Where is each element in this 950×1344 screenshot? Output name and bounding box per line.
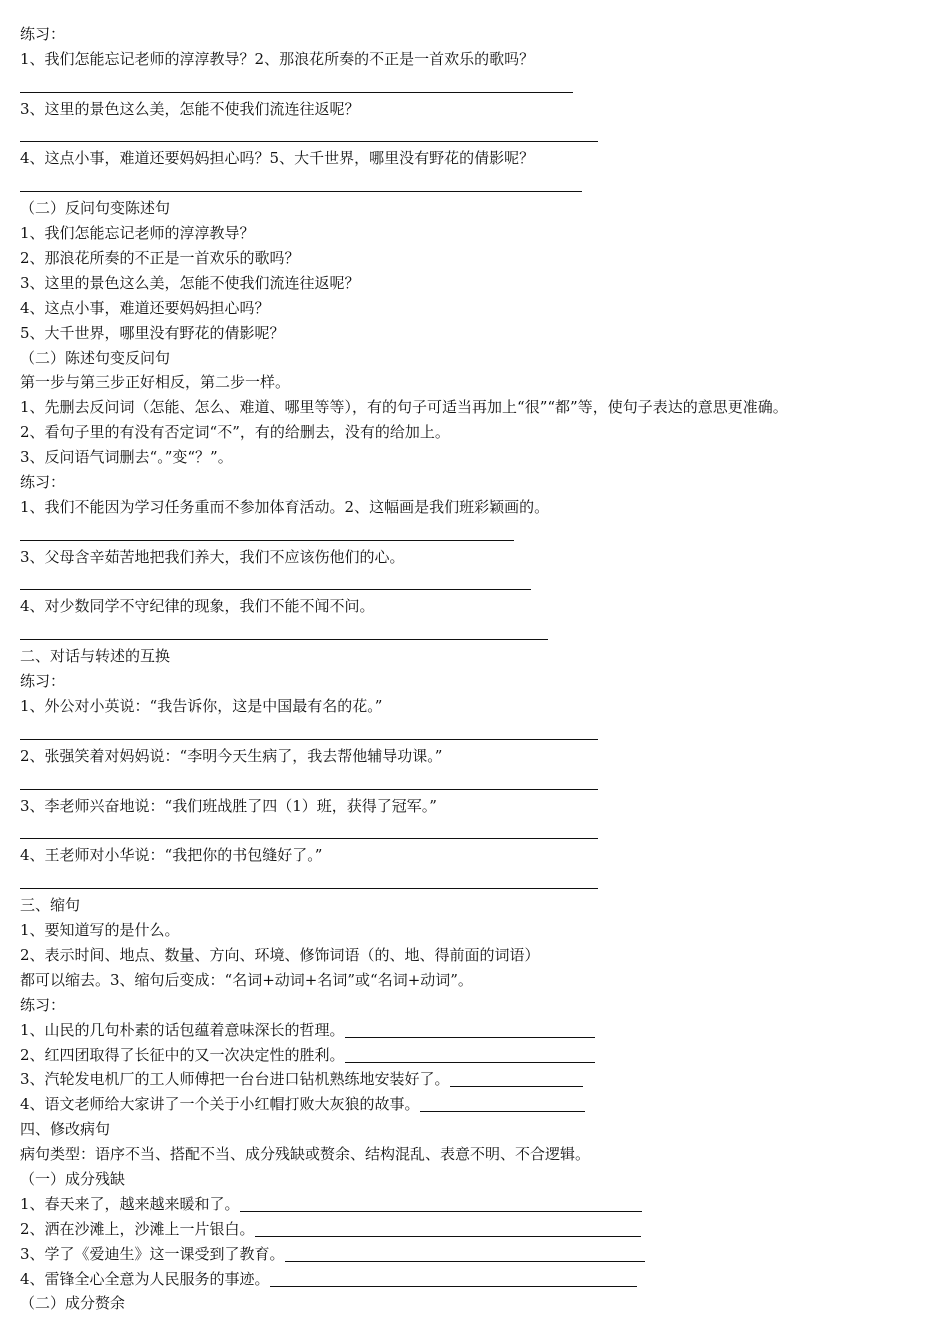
text-line xyxy=(20,47,930,72)
line-text: 1、我们怎能忘记老师的淳淳教导？ xyxy=(20,224,255,243)
answer-underline[interactable] xyxy=(270,1270,637,1287)
answer-line[interactable] xyxy=(20,570,930,595)
text-line xyxy=(20,221,930,246)
line-text: 1、外公对小英说：“我告诉你，这是中国最有名的花。” xyxy=(20,697,383,716)
text-line xyxy=(20,370,930,395)
line-text: 3、李老师兴奋地说：“我们班战胜了四（1）班，获得了冠军。” xyxy=(20,796,437,815)
line-text: 三、缩句 xyxy=(20,896,81,915)
answer-line[interactable] xyxy=(20,619,930,644)
text-line xyxy=(20,470,930,495)
answer-underline[interactable] xyxy=(240,1195,642,1212)
line-text: 4、这点小事，难道还要妈妈担心吗？ xyxy=(20,298,270,317)
answer-underline xyxy=(20,589,531,590)
answer-underline xyxy=(20,789,598,790)
answer-line[interactable] xyxy=(20,72,930,97)
text-line xyxy=(20,1291,930,1316)
text-line xyxy=(20,843,930,868)
answer-line[interactable] xyxy=(20,769,930,794)
line-text: 2、那浪花所奏的不正是一首欢乐的歌吗？ xyxy=(20,249,300,268)
line-text: 3、父母含辛茹苦地把我们养大，我们不应该伤他们的心。 xyxy=(20,547,405,566)
text-line xyxy=(20,1192,930,1217)
text-line xyxy=(20,1043,930,1068)
line-text: 2、看句子里的有没有否定词“不”，有的给删去，没有的给加上。 xyxy=(20,423,450,442)
text-line xyxy=(20,644,930,669)
line-text: 2、张强笑着对妈妈说：“李明今天生病了，我去帮他辅导功课。” xyxy=(20,746,443,765)
line-text: 第一步与第三步正好相反，第二步一样。 xyxy=(20,373,291,392)
line-text: 4、王老师对小华说：“我把你的书包缝好了。” xyxy=(20,846,323,865)
text-line xyxy=(20,1092,930,1117)
line-text: （二）成分赘余 xyxy=(20,1294,126,1313)
text-line xyxy=(20,1142,930,1167)
line-text: （二）陈述句变反问句 xyxy=(20,348,171,367)
line-text: 3、这里的景色这么美，怎能不使我们流连往返呢？ xyxy=(20,99,360,118)
text-line xyxy=(20,794,930,819)
text-line xyxy=(20,545,930,570)
text-line xyxy=(20,1242,930,1267)
line-text: 1、要知道写的是什么。 xyxy=(20,921,180,940)
answer-underline xyxy=(20,888,598,889)
text-line xyxy=(20,246,930,271)
answer-underline[interactable] xyxy=(345,1046,595,1063)
text-line xyxy=(20,669,930,694)
text-line xyxy=(20,1217,930,1242)
text-line xyxy=(20,420,930,445)
line-text: 都可以缩去。3、缩句后变成：“名词+动词+名词”或“名词+动词”。 xyxy=(20,970,473,989)
worksheet-document xyxy=(20,22,930,1316)
answer-underline[interactable] xyxy=(450,1070,583,1087)
answer-line[interactable] xyxy=(20,122,930,147)
text-line xyxy=(20,968,930,993)
line-text: 练习： xyxy=(20,473,66,492)
text-line xyxy=(20,594,930,619)
text-line xyxy=(20,1018,930,1043)
line-text: 练习： xyxy=(20,672,66,691)
text-line xyxy=(20,495,930,520)
answer-underline xyxy=(20,639,548,640)
line-text: 4、雷锋全心全意为人民服务的事迹。 xyxy=(20,1269,270,1288)
text-line xyxy=(20,1267,930,1292)
text-line xyxy=(20,943,930,968)
answer-line[interactable] xyxy=(20,819,930,844)
line-text: 4、语文老师给大家讲了一个关于小红帽打败大灰狼的故事。 xyxy=(20,1095,420,1114)
text-line xyxy=(20,196,930,221)
answer-underline xyxy=(20,191,582,192)
answer-line[interactable] xyxy=(20,719,930,744)
text-line xyxy=(20,395,930,420)
text-line xyxy=(20,296,930,321)
line-text: 练习： xyxy=(20,995,66,1014)
text-line xyxy=(20,1067,930,1092)
text-line xyxy=(20,1167,930,1192)
text-line xyxy=(20,321,930,346)
answer-underline xyxy=(20,540,514,541)
answer-underline xyxy=(20,838,598,839)
text-line xyxy=(20,271,930,296)
line-text: （一）成分残缺 xyxy=(20,1169,126,1188)
answer-line[interactable] xyxy=(20,520,930,545)
line-text: 四、修改病句 xyxy=(20,1120,111,1139)
line-text: 4、这点小事，难道还要妈妈担心吗？5、大千世界，哪里没有野花的倩影呢？ xyxy=(20,149,535,168)
line-text: 4、对少数同学不守纪律的现象，我们不能不闻不问。 xyxy=(20,597,375,616)
line-text: 2、表示时间、地点、数量、方向、环境、修饰词语（的、地、得前面的词语） xyxy=(20,945,540,964)
answer-underline xyxy=(20,92,573,93)
text-line xyxy=(20,22,930,47)
text-line xyxy=(20,918,930,943)
line-text: 3、反问语气词删去“。”变“？”。 xyxy=(20,448,233,467)
line-text: 3、学了《爱迪生》这一课受到了教育。 xyxy=(20,1244,285,1263)
line-text: 二、对话与转述的互换 xyxy=(20,647,171,666)
answer-underline xyxy=(20,739,598,740)
text-line xyxy=(20,893,930,918)
line-text: 1、先删去反问词（怎能、怎么、难道、哪里等等），有的句子可适当再加上“很”“都”等，使句子表达的意思更准确。 xyxy=(20,398,788,417)
line-text: 练习： xyxy=(20,25,66,43)
answer-line[interactable] xyxy=(20,868,930,893)
text-line xyxy=(20,1117,930,1142)
line-text: 1、我们不能因为学习任务重而不参加体育活动。2、这幅画是我们班彩颖画的。 xyxy=(20,497,550,516)
answer-underline[interactable] xyxy=(345,1021,595,1038)
line-text: 3、汽轮发电机厂的工人师傅把一台台进口钻机熟练地安装好了。 xyxy=(20,1070,450,1089)
answer-underline[interactable] xyxy=(420,1095,585,1112)
text-line xyxy=(20,694,930,719)
text-line xyxy=(20,97,930,122)
text-line xyxy=(20,744,930,769)
line-text: 3、这里的景色这么美，怎能不使我们流连往返呢？ xyxy=(20,273,360,292)
text-line xyxy=(20,993,930,1018)
answer-underline[interactable] xyxy=(285,1245,645,1262)
text-line xyxy=(20,445,930,470)
line-text: 1、春天来了，越来越来暖和了。 xyxy=(20,1194,240,1213)
line-text: 1、我们怎能忘记老师的淳淳教导？2、那浪花所奏的不正是一首欢乐的歌吗？ xyxy=(20,49,535,68)
text-line xyxy=(20,346,930,371)
answer-underline xyxy=(20,141,598,142)
line-text: 2、洒在沙滩上，沙滩上一片银白。 xyxy=(20,1219,255,1238)
line-text: 1、山民的几句朴素的话包蕴着意味深长的哲理。 xyxy=(20,1020,345,1039)
answer-line[interactable] xyxy=(20,171,930,196)
answer-underline[interactable] xyxy=(255,1220,641,1237)
line-text: （二）反问句变陈述句 xyxy=(20,199,171,218)
text-line xyxy=(20,146,930,171)
line-text: 病句类型：语序不当、搭配不当、成分残缺或赘余、结构混乱、表意不明、不合逻辑。 xyxy=(20,1145,591,1164)
line-text: 5、大千世界，哪里没有野花的倩影呢？ xyxy=(20,323,285,342)
line-text: 2、红四团取得了长征中的又一次决定性的胜利。 xyxy=(20,1045,345,1064)
